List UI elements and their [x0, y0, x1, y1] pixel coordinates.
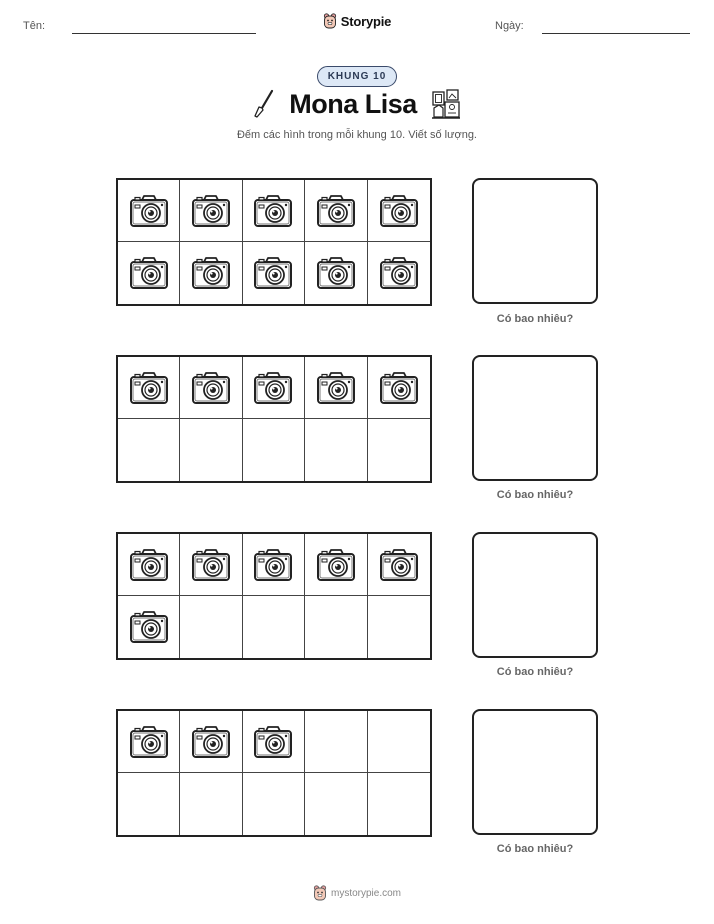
brand-logo	[0, 13, 714, 34]
ten-frame-cell	[243, 711, 305, 773]
ten-frame-cell	[243, 242, 305, 304]
ten-frame-cell	[118, 534, 180, 596]
name-label: Tên:	[23, 20, 46, 32]
ten-frame-cell	[180, 419, 242, 481]
ten-frame-cell	[243, 357, 305, 419]
ten-frame-cell	[305, 242, 367, 304]
ten-frame-cell	[118, 180, 180, 242]
ten-frame-cell	[368, 711, 430, 773]
camera-icon	[127, 545, 171, 585]
ten-frame-1	[116, 178, 432, 306]
ten-frame-cell	[243, 419, 305, 481]
camera-icon	[189, 253, 233, 293]
ten-frame-cell	[243, 773, 305, 835]
camera-icon	[251, 722, 295, 762]
ten-frame-cell	[305, 711, 367, 773]
camera-icon	[189, 368, 233, 408]
footer-url[interactable]: mystorypie.com	[330, 887, 401, 899]
ten-frame-3	[116, 532, 432, 660]
ten-frame-cell	[368, 596, 430, 658]
ten-frame-cell	[368, 419, 430, 481]
ten-frame-2	[116, 355, 432, 483]
ten-frame-cell	[305, 534, 367, 596]
answer-label-2: Có bao nhiêu?	[496, 489, 574, 501]
ten-frame-cell	[118, 596, 180, 658]
camera-icon	[189, 545, 233, 585]
camera-icon	[251, 368, 295, 408]
date-label: Ngày:	[495, 20, 524, 32]
ten-frame-cell	[118, 773, 180, 835]
ten-frame-cell	[368, 773, 430, 835]
ten-frame-cell	[305, 357, 367, 419]
ten-frame-cell	[368, 242, 430, 304]
ten-frame-cell	[180, 773, 242, 835]
ten-frame-cell	[118, 357, 180, 419]
ten-frame-cell	[368, 180, 430, 242]
ten-frame-cell	[305, 773, 367, 835]
brand-name: Storypie	[340, 13, 392, 29]
ten-frame-cell	[180, 596, 242, 658]
answer-label-4: Có bao nhiêu?	[496, 843, 574, 855]
answer-box-1[interactable]	[472, 178, 598, 304]
mascot-icon	[313, 885, 327, 901]
ten-frame-4	[116, 709, 432, 837]
ten-frame-cell	[180, 180, 242, 242]
ten-frame-cell	[118, 242, 180, 304]
camera-icon	[251, 545, 295, 585]
camera-icon	[127, 191, 171, 231]
footer	[0, 885, 714, 906]
camera-icon	[314, 368, 358, 408]
answer-box-2[interactable]	[472, 355, 598, 481]
answer-box-3[interactable]	[472, 532, 598, 658]
museum-icon	[431, 88, 461, 120]
camera-icon	[189, 191, 233, 231]
ten-frame-cell	[368, 534, 430, 596]
ten-frame-cell	[243, 180, 305, 242]
camera-icon	[189, 722, 233, 762]
answer-label-1: Có bao nhiêu?	[496, 313, 574, 325]
camera-icon	[314, 253, 358, 293]
page-title: Mona Lisa	[289, 88, 417, 119]
instructions: Đếm các hình trong mỗi khung 10. Viết số lượng.	[236, 129, 477, 141]
camera-icon	[377, 545, 421, 585]
ten-frame-cell	[118, 419, 180, 481]
camera-icon	[127, 722, 171, 762]
answer-box-4[interactable]	[472, 709, 598, 835]
camera-icon	[314, 191, 358, 231]
ten-frame-cell	[305, 596, 367, 658]
camera-icon	[251, 253, 295, 293]
ten-frame-cell	[305, 419, 367, 481]
camera-icon	[314, 545, 358, 585]
mascot-icon	[323, 13, 337, 29]
ten-frame-cell	[180, 357, 242, 419]
paintbrush-icon	[253, 89, 275, 119]
ten-frame-cell	[118, 711, 180, 773]
ten-frame-cell	[180, 242, 242, 304]
ten-frame-cell	[243, 534, 305, 596]
date-line[interactable]	[542, 33, 690, 34]
ten-frame-cell	[180, 534, 242, 596]
ten-frame-cell	[243, 596, 305, 658]
camera-icon	[377, 368, 421, 408]
worksheet-badge: KHUNG 10	[317, 66, 398, 87]
camera-icon	[251, 191, 295, 231]
camera-icon	[377, 253, 421, 293]
camera-icon	[377, 191, 421, 231]
ten-frame-cell	[305, 180, 367, 242]
ten-frame-cell	[180, 711, 242, 773]
camera-icon	[127, 253, 171, 293]
camera-icon	[127, 607, 171, 647]
ten-frame-cell	[368, 357, 430, 419]
answer-label-3: Có bao nhiêu?	[496, 666, 574, 678]
camera-icon	[127, 368, 171, 408]
